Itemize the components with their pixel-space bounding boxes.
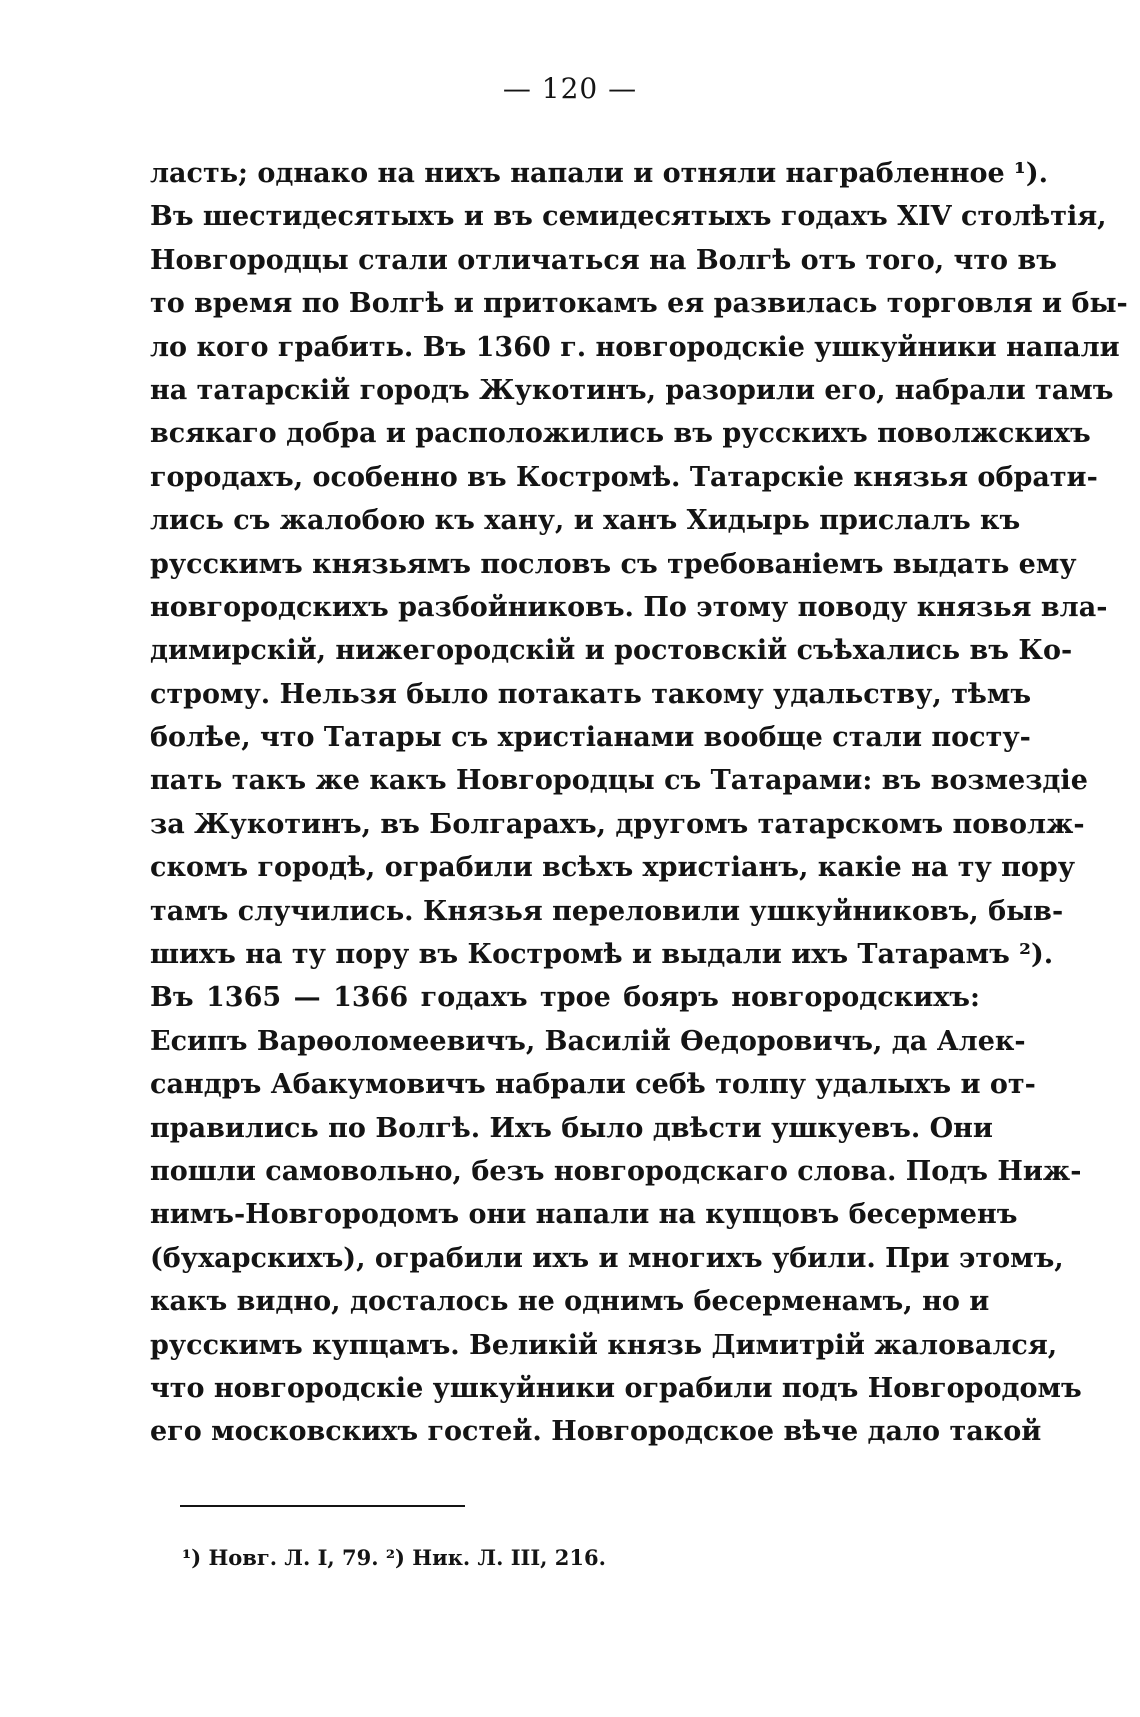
- text-line: тамъ случились. Князья переловили ушкуйниковъ, быв-: [150, 895, 1064, 927]
- text-line: правились по Волгѣ. Ихъ было двѣсти ушкуевъ. Они: [150, 1112, 993, 1144]
- text-line: Новгородцы стали отличаться на Волгѣ отъ того, что въ: [150, 244, 1057, 276]
- text-line: новгородскихъ разбойниковъ. По этому поводу князья вла-: [150, 591, 1108, 623]
- footnote-divider: [180, 1505, 465, 1507]
- text-line: строму. Нельзя было потакать такому удальству, тѣмъ: [150, 678, 1032, 710]
- text-line: димирскій, нижегородскій и ростовскій съѣхались въ Ко-: [150, 635, 1073, 667]
- text-line: лись съ жалобою къ хану, и ханъ Хидырь прислалъ къ: [150, 505, 1021, 537]
- text-line: что новгородскіе ушкуйники ограбили подъ Новгородомъ: [150, 1372, 1082, 1404]
- text-line: ло кого грабить. Въ 1360 г. новгородскіе ушкуйники напали: [150, 331, 1120, 363]
- text-line: сандръ Абакумовичъ набрали себѣ толпу удалыхъ и от-: [150, 1069, 1036, 1101]
- text-line: ласть; однако на нихъ напали и отняли награбленное ¹).: [150, 158, 1049, 189]
- text-line: скомъ городѣ, ограбили всѣхъ христіанъ, какіе на ту пору: [150, 852, 1076, 884]
- text-line: какъ видно, досталось не однимъ бесерменамъ, но и: [150, 1286, 990, 1318]
- text-line: русскимъ князьямъ пословъ съ требованіемъ выдать ему: [150, 548, 1077, 580]
- text-line: (бухарскихъ), ограбили ихъ и многихъ убили. При этомъ,: [150, 1242, 1064, 1274]
- text-line: его московскихъ гостей. Новгородское вѣче дало такой: [150, 1416, 1042, 1448]
- text-line: то время по Волгѣ и притокамъ ея развилась торговля и бы-: [150, 288, 1128, 320]
- text-line: нимъ-Новгородомъ они напали на купцовъ бесерменъ: [150, 1199, 1018, 1231]
- text-line: русскимъ купцамъ. Великій князь Димитрій жаловался,: [150, 1329, 1058, 1361]
- text-line: шихъ на ту пору въ Костромѣ и выдали ихъ Татарамъ ²).: [150, 939, 1054, 971]
- text-line: Въ 1365 — 1366 годахъ трое бояръ новгородскихъ:: [150, 982, 980, 1014]
- text-line: болѣе, что Татары съ христіанами вообще стали посту-: [150, 722, 1031, 754]
- body-text: [150, 152, 1128, 1454]
- text-line: городахъ, особенно въ Костромѣ. Татарскіе князья обрати-: [150, 461, 1098, 493]
- footnotes: ¹) Новг. Л. I, 79. ²) Ник. Л. III, 216.: [182, 1545, 606, 1570]
- text-line: пошли самовольно, безъ новгородскаго слова. Подъ Ниж-: [150, 1155, 1082, 1187]
- text-line: всякаго добра и расположились въ русскихъ поволжскихъ: [150, 418, 1091, 450]
- text-line: Въ шестидесятыхъ и въ семидесятыхъ годахъ XIV столѣтія,: [150, 201, 1107, 233]
- text-line: на татарскій городъ Жукотинъ, разорили его, набрали тамъ: [150, 374, 1114, 406]
- page-number: — 120 —: [502, 72, 638, 105]
- text-line: Есипъ Варѳоломеевичъ, Василій Ѳедоровичъ, да Алек-: [150, 1025, 1026, 1057]
- text-line: пать такъ же какъ Новгородцы съ Татарами: въ возмездіе: [150, 765, 1088, 797]
- text-line: за Жукотинъ, въ Болгарахъ, другомъ татарскомъ поволж-: [150, 808, 1085, 840]
